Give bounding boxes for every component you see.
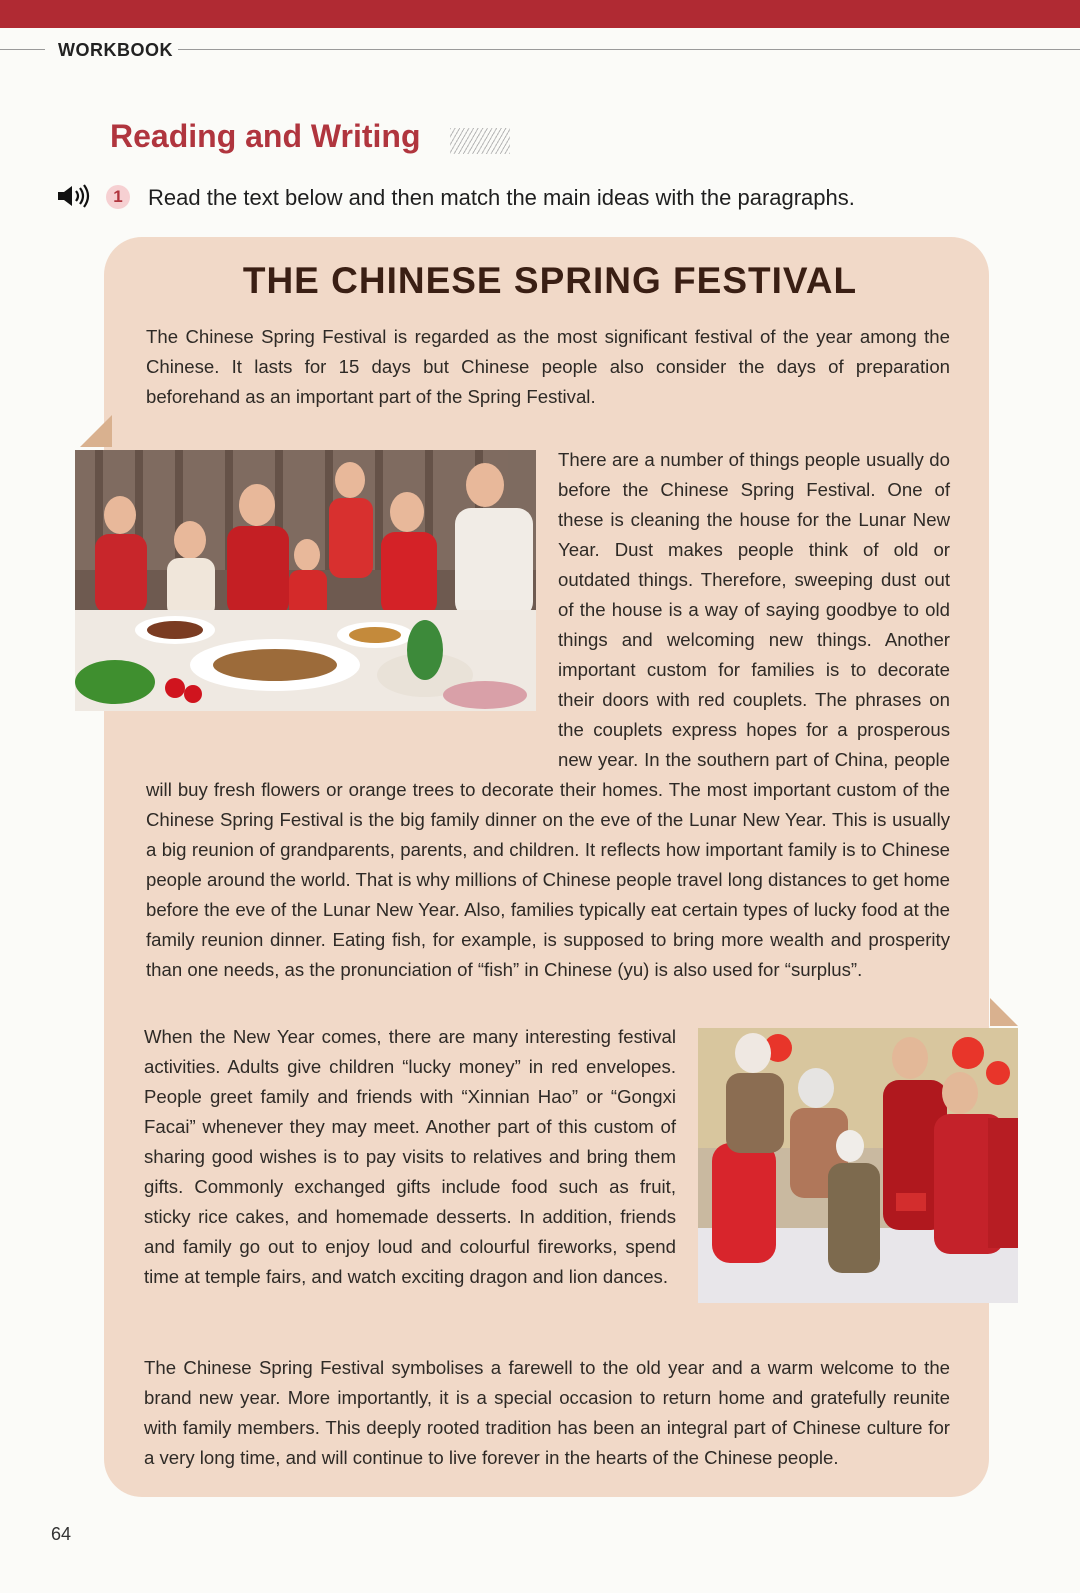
paragraph-2-text: There are a number of things people usually do before the Chinese Spring Festival. One of these is cleaning the house for the Lunar New Year. Dust makes people think of old or outdated things. Therefore, sweeping dust out of the house is a way of saying goodbye to old things and welcoming new things. Another important custom for families is to decorate their doors with red couplets. The phrases on the couplets express hopes for a prosperous new year. In the southern part of China, people will buy fresh flowers or orange trees to decorate their homes. The most important custom of the Chinese Spring Festival is the big family dinner on the eve of the Lunar New Year. This is usually a big reunion of grandparents, parents, and children. It reflects how important family is to Chinese people around the world. That is why millions of Chinese people travel long distances to get home before the eve of the Lunar New Year. Also, families typically eat certain types of lucky food at the family reunion dinner. Eating fish, for example, is supposed to bring more wealth and prosperity than one needs, as the pronunciation of “fish” in Chinese (yu) is also used for “surplus”.	[146, 449, 950, 980]
header-rule-right	[178, 49, 1080, 50]
exercise-instruction: Read the text below and then match the main ideas with the paragraphs.	[148, 185, 855, 210]
header-band	[0, 0, 1080, 28]
article-title: THE CHINESE SPRING FESTIVAL	[242, 260, 858, 301]
family-dinner-photo	[75, 450, 536, 711]
page-number: 64	[51, 1524, 72, 1544]
workbook-label: WORKBOOK	[58, 40, 173, 60]
paragraph-3-text: When the New Year comes, there are many interesting festival activities. Adults give children “lucky money” in red envelopes. People greet family and friends with “Xinnian Hao” or “Gongxi Facai” whenever they may meet. Another part of this custom of sharing good wishes is to pay visits to relatives and bring them gifts. Commonly exchanged gifts include food such as fruit, sticky rice cakes, and homemade desserts. In addition, friends and family go out to enjoy loud and colourful fireworks, spend time at temple fairs, and watch exciting dragon and lion dances.	[144, 1026, 676, 1287]
article-paragraph-3	[144, 1022, 676, 1292]
paragraph-4-text: The Chinese Spring Festival symbolises a farewell to the old year and a warm welcome to the brand new year. More importantly, it is a special occasion to return home and gratefully reunite with family members. This deeply rooted tradition has been an integral part of Chinese culture for a very long time, and will continue to live forever in the hearts of the Chinese people.	[144, 1357, 950, 1468]
paragraph-1-text: The Chinese Spring Festival is regarded as the most significant festival of the year among the Chinese. It lasts for 15 days but Chinese people also consider the days of preparation beforehand as an important part of the Spring Festival.	[146, 326, 950, 407]
speaker-icon[interactable]	[56, 184, 92, 208]
panel-fold-right	[990, 998, 1018, 1026]
article-paragraph-1	[146, 322, 950, 412]
panel-fold-left	[80, 415, 112, 447]
section-title: Reading and Writing	[110, 118, 421, 154]
article-paragraph-4	[144, 1353, 950, 1473]
hatch-decoration	[450, 128, 510, 154]
header-rule-left	[0, 49, 45, 50]
exercise-number-badge: 1	[106, 185, 130, 209]
new-year-greeting-photo	[698, 1028, 1018, 1303]
